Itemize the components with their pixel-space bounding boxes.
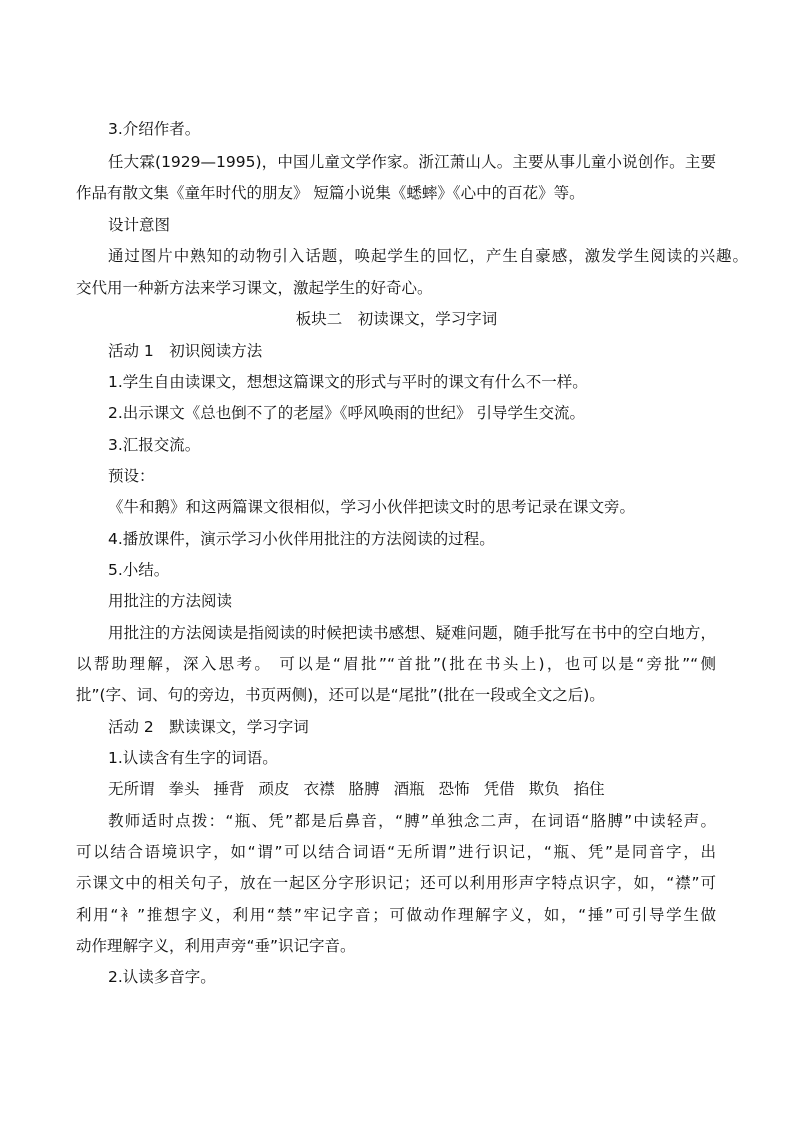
activity-1-step-1: 1.学生自由读课文，想想这篇课文的形式与平时的课文有什么不一样。 [108, 373, 588, 391]
activity-1-heading: 活动 1 初识阅读方法 [108, 342, 263, 360]
annotation-method-line-2: 以帮助理解，深入思考。 可以是“眉批”“首批”(批在书头上)，也可以是“旁批”“侧 [76, 655, 716, 673]
author-bio-line-2: 作品有散文集《童年时代的朋友》 短篇小说集《蟋蟀》《心中的百花》等。 [76, 184, 585, 202]
vocab-word: 衣襟 [303, 780, 335, 798]
activity-2-heading: 活动 2 默读课文，学习字词 [108, 718, 309, 736]
preset-text: 《牛和鹅》和这两篇课文很相似，学习小伙伴把读文时的思考记录在课文旁。 [108, 498, 636, 516]
vocab-word: 无所谓 [108, 780, 155, 798]
vocab-word: 欺负 [528, 780, 560, 798]
teacher-guidance-line-5: 动作理解字义，利用声旁“垂”识记字音。 [76, 937, 356, 955]
vocab-word: 拳头 [168, 780, 200, 798]
section-heading: 板块二 初读课文，学习字词 [295, 310, 498, 328]
activity-2-step-1: 1.认读含有生字的词语。 [108, 749, 278, 767]
activity-2-step-2: 2.认读多音字。 [108, 968, 216, 986]
activity-1-step-5: 5.小结。 [108, 561, 170, 579]
design-intent-heading: 设计意图 [108, 216, 171, 234]
teacher-guidance-line-3: 示课文中的相关句子，放在一起区分字形识记；还可以利用形声字特点识字，如，“襟”可 [76, 874, 716, 892]
teacher-guidance-line-1: 教师适时点拨：“瓶、凭”都是后鼻音，“膊”单独念二声，在词语“胳膊”中读轻声。 [108, 812, 716, 830]
activity-1-step-4: 4.播放课件，演示学习小伙伴用批注的方法阅读的过程。 [108, 530, 495, 548]
annotation-method-line-1: 用批注的方法阅读是指阅读的时候把读书感想、疑难问题，随手批写在书中的空白地方， [108, 624, 716, 642]
vocab-word: 捶背 [213, 780, 245, 798]
vocab-word: 凭借 [483, 780, 515, 798]
vocab-word: 顽皮 [258, 780, 290, 798]
vocab-word: 掐住 [573, 780, 605, 798]
author-bio-line-1: 任大霖(1929—1995)，中国儿童文学作家。浙江萧山人。主要从事儿童小说创作。主要 [108, 153, 716, 171]
activity-1-step-3: 3.汇报交流。 [108, 436, 201, 454]
item-3-intro-author: 3.介绍作者。 [108, 120, 201, 138]
design-intent-line-1: 通过图片中熟知的动物引入话题，唤起学生的回忆，产生自豪感，激发学生阅读的兴趣。 [108, 247, 748, 265]
teacher-guidance-line-4: 利用“衤”推想字义，利用“禁”牢记字音；可做动作理解字义，如，“捶”可引导学生做 [76, 906, 716, 924]
vocab-word: 恐怖 [438, 780, 470, 798]
activity-1-step-2: 2.出示课文《总也倒不了的老屋》《呼风唤雨的世纪》 引导学生交流。 [108, 404, 585, 422]
preset-label: 预设： [108, 467, 155, 485]
vocab-word: 胳膊 [348, 780, 380, 798]
vocabulary-list [108, 778, 619, 800]
vocab-word: 酒瓶 [393, 780, 425, 798]
annotation-method-heading: 用批注的方法阅读 [108, 592, 233, 610]
teacher-guidance-line-2: 可以结合语境识字，如“谓”可以结合词语“无所谓”进行识记，“瓶、凭”是同音字，出 [76, 843, 716, 861]
annotation-method-line-3: 批”(字、词、句的旁边，书页两侧)，还可以是“尾批”(批在一段或全文之后)。 [76, 686, 605, 704]
design-intent-line-2: 交代用一种新方法来学习课文，激起学生的好奇心。 [76, 279, 433, 297]
